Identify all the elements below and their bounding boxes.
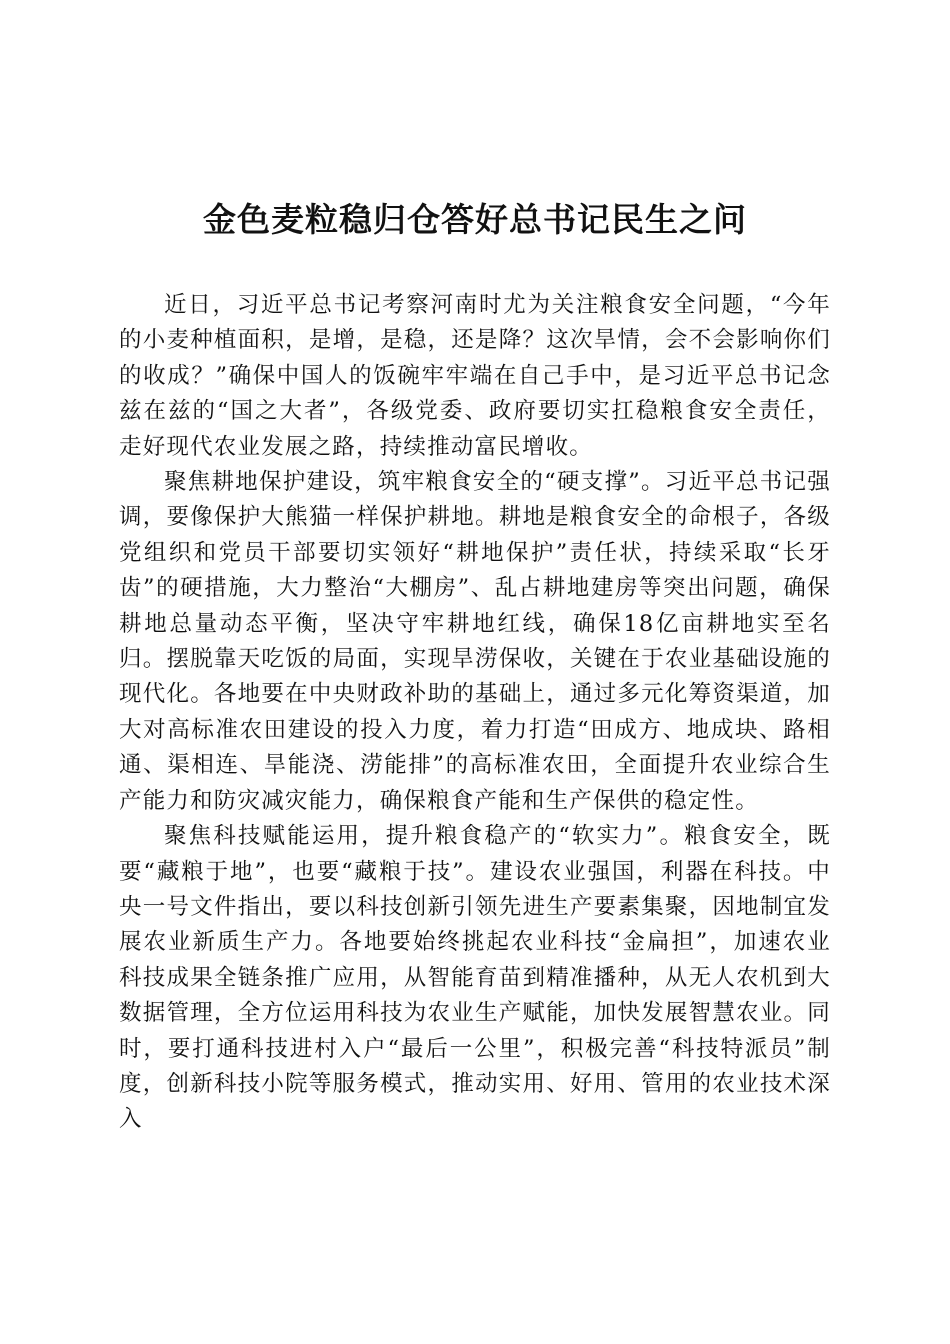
paragraph: 聚焦科技赋能运用，提升粮食稳产的“软实力”。粮食安全，既要“藏粮于地”，也要“藏粮于技”。建设农业强国，利器在科技。中央一号文件指出，要以科技创新引领先进生产要素集聚，因地制宜发展农业新质生产力。各地要始终挑起农业科技“金扁担”，加速农业科技成果全链条推广应用，从智能育苗到精准播种，从无人农机到大数据管理，全方位运用科技为农业生产赋能，加快发展智慧农业。同时，要打通科技进村入户“最后一公里”，积极完善“科技特派员”制度，创新科技小院等服务模式，推动实用、好用、管用的农业技术深入 — [119, 823, 831, 1133]
document-title: 金色麦粒稳归仓答好总书记民生之问 — [203, 200, 747, 239]
document-body — [119, 288, 831, 1138]
paragraph: 聚焦耕地保护建设，筑牢粮食安全的“硬支撑”。习近平总书记强调，要像保护大熊猫一样保护耕地。耕地是粮食安全的命根子，各级党组织和党员干部要切实领好“耕地保护”责任状，持续采取“长牙齿”的硬措施，大力整治“大棚房”、乱占耕地建房等突出问题，确保耕地总量动态平衡，坚决守牢耕地红线，确保18亿亩耕地实至名归。摆脱靠天吃饭的局面，实现旱涝保收，关键在于农业基础设施的现代化。各地要在中央财政补助的基础上，通过多元化筹资渠道，加大对高标准农田建设的投入力度，着力打造“田成方、地成块、路相通、渠相连、旱能浇、涝能排”的高标准农田，全面提升农业综合生产能力和防灾减灾能力，确保粮食产能和生产保供的稳定性。 — [119, 469, 831, 814]
paragraph: 近日，习近平总书记考察河南时尤为关注粮食安全问题，“今年的小麦种植面积，是增，是稳，还是降？这次旱情，会不会影响你们的收成？”确保中国人的饭碗牢牢端在自己手中，是习近平总书记念兹在兹的“国之大者”，各级党委、政府要切实扛稳粮食安全责任，走好现代农业发展之路，持续推动富民增收。 — [119, 292, 831, 460]
